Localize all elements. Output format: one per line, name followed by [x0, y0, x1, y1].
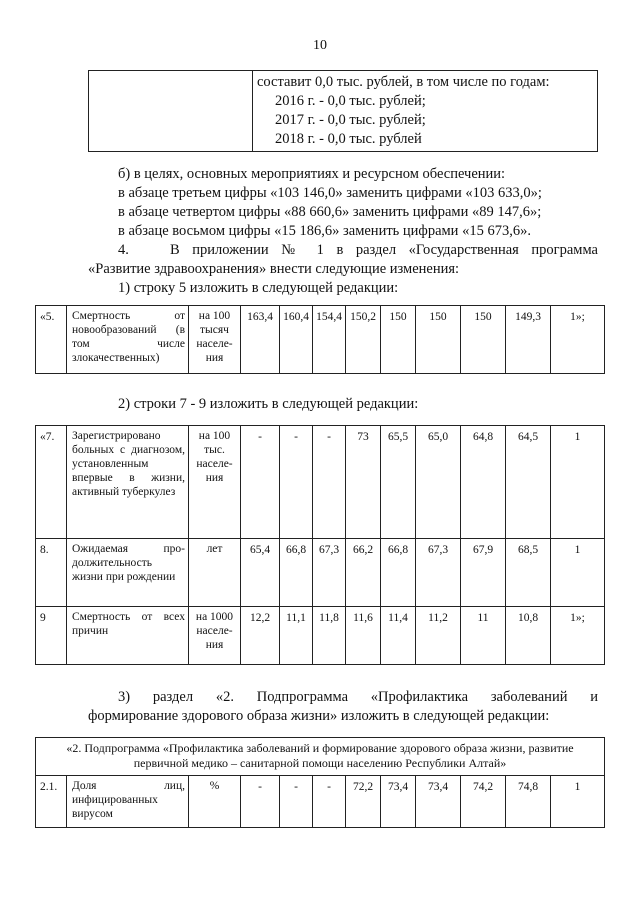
- row-value: 150: [461, 306, 506, 374]
- row-value: 11,8: [313, 607, 346, 665]
- row-label: Зарегистрировано больных с диагнозом, установленным впервые в жизни, активный туберкулез: [67, 426, 189, 539]
- row-value: 11,4: [381, 607, 416, 665]
- paragraph-4-number: 4.: [118, 242, 129, 258]
- row-value: 74,2: [461, 776, 506, 828]
- row-value: -: [280, 776, 313, 828]
- top-table-empty-cell: [89, 71, 253, 152]
- row-value: 64,5: [506, 426, 551, 539]
- row-value: -: [241, 426, 280, 539]
- table-row-5: [35, 305, 605, 374]
- row-end: 1: [551, 539, 605, 607]
- row-value: 11: [461, 607, 506, 665]
- row-label: Смертность от новообразований (в том числе злокачественных): [67, 306, 189, 374]
- top-funding-table: [88, 70, 598, 152]
- row-unit: лет: [189, 539, 241, 607]
- row-label: Доля лиц, инфицированных вирусом: [67, 776, 189, 828]
- row-unit: на 100 тысяч населе-ния: [189, 306, 241, 374]
- row-value: 65,4: [241, 539, 280, 607]
- row-end: 1: [551, 776, 605, 828]
- table-row: [36, 539, 605, 607]
- table-row: [36, 607, 605, 665]
- row-value: -: [313, 776, 346, 828]
- table-rows-7-9: [35, 425, 605, 665]
- row-value: 66,8: [280, 539, 313, 607]
- row-index: «7.: [36, 426, 67, 539]
- row-value: 150,2: [346, 306, 381, 374]
- paragraph-4-line2: «Развитие здравоохранения» внести следующие изменения:: [88, 261, 460, 277]
- top-table-line: составит 0,0 тыс. рублей, в том числе по годам:: [257, 74, 550, 90]
- row-end: 1»;: [551, 306, 605, 374]
- row-unit: на 100 тыс. населе-ния: [189, 426, 241, 539]
- paragraph-4-line1: В приложении № 1 в раздел «Государственная программа: [170, 242, 598, 258]
- row-value: 65,5: [381, 426, 416, 539]
- top-table-line: 2016 г. - 0,0 тыс. рублей;: [275, 93, 426, 109]
- row-index: 8.: [36, 539, 67, 607]
- page-number: 10: [313, 38, 327, 53]
- row-value: 10,8: [506, 607, 551, 665]
- row-value: 11,6: [346, 607, 381, 665]
- top-table-line: 2018 г. - 0,0 тыс. рублей: [275, 131, 422, 147]
- table-row: [36, 306, 605, 374]
- row-value: 66,8: [381, 539, 416, 607]
- row-value: 73,4: [416, 776, 461, 828]
- table-subprogram-2: [35, 737, 605, 828]
- row-value: 74,8: [506, 776, 551, 828]
- row-value: 150: [381, 306, 416, 374]
- row-value: 66,2: [346, 539, 381, 607]
- row-value: -: [313, 426, 346, 539]
- row-value: -: [241, 776, 280, 828]
- row-value: 72,2: [346, 776, 381, 828]
- row-value: 11,1: [280, 607, 313, 665]
- paragraph-b-3: в абзаце восьмом цифры «15 186,6» заменить цифрами «15 673,6».: [118, 223, 531, 239]
- top-table-text-cell: [253, 71, 598, 152]
- row-value: 150: [416, 306, 461, 374]
- item-2-text: 2) строки 7 - 9 изложить в следующей редакции:: [118, 396, 419, 412]
- row-value: 154,4: [313, 306, 346, 374]
- row-value: 64,8: [461, 426, 506, 539]
- row-label: Смертность от всех причин: [67, 607, 189, 665]
- row-index: 9: [36, 607, 67, 665]
- row-value: 67,3: [416, 539, 461, 607]
- row-value: 67,3: [313, 539, 346, 607]
- row-value: 12,2: [241, 607, 280, 665]
- item-3-line1: 3) раздел «2. Подпрограмма «Профилактика заболеваний и: [118, 689, 598, 705]
- row-unit: на 1000 населе-ния: [189, 607, 241, 665]
- row-value: 68,5: [506, 539, 551, 607]
- row-value: 73: [346, 426, 381, 539]
- paragraph-b-1: в абзаце третьем цифры «103 146,0» заменить цифрами «103 633,0»;: [118, 185, 542, 201]
- row-value: 73,4: [381, 776, 416, 828]
- item-1-text: 1) строку 5 изложить в следующей редакции:: [118, 280, 399, 296]
- row-index: «5.: [36, 306, 67, 374]
- item-3-line2: формирование здорового образа жизни» изложить в следующей редакции:: [88, 708, 550, 724]
- row-end: 1»;: [551, 607, 605, 665]
- paragraph-b-2: в абзаце четвертом цифры «88 660,6» заменить цифрами «89 147,6»;: [118, 204, 542, 220]
- top-table-line: 2017 г. - 0,0 тыс. рублей;: [275, 112, 426, 128]
- row-value: 163,4: [241, 306, 280, 374]
- row-label: Ожидаемая про-должительность жизни при рождении: [67, 539, 189, 607]
- row-index: 2.1.: [36, 776, 67, 828]
- table-row: [36, 776, 605, 828]
- paragraph-b-intro: б) в целях, основных мероприятиях и ресурсном обеспечении:: [118, 166, 506, 182]
- row-value: 67,9: [461, 539, 506, 607]
- row-end: 1: [551, 426, 605, 539]
- subprogram-header: «2. Подпрограмма «Профилактика заболеваний и формирование здорового образа жизни, развитие первичной медико – санитарной помощи населению Республики Алтай»: [36, 738, 605, 776]
- row-unit: %: [189, 776, 241, 828]
- row-value: -: [280, 426, 313, 539]
- row-value: 149,3: [506, 306, 551, 374]
- row-value: 65,0: [416, 426, 461, 539]
- table-row: [36, 426, 605, 539]
- table-header-row: [36, 738, 605, 776]
- row-value: 160,4: [280, 306, 313, 374]
- row-value: 11,2: [416, 607, 461, 665]
